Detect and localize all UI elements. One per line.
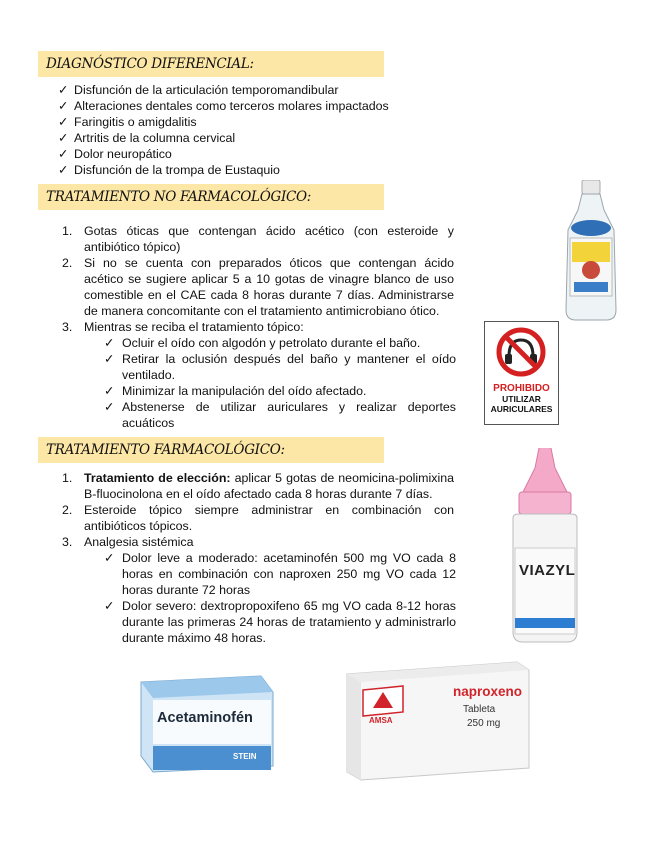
item-number: 3. (62, 535, 73, 549)
item-text: Mientras se reciba el tratamiento tópico: (84, 320, 304, 334)
check-icon: ✓ (58, 163, 69, 177)
sub-item-text: Dolor severo: dextropropoxifeno 65 mg VO cada 8-12 horas durante las primeras 24 horas de tratamiento y administrarlo durante máximo 48 horas. (122, 599, 456, 645)
item-text: Esteroide tópico siempre administrar en combinación con antibióticos tópicos. (84, 503, 454, 533)
item-number: 3. (62, 320, 73, 334)
list-item (58, 146, 172, 162)
acetaminofen-label: Acetaminofén (157, 710, 253, 726)
list-item (58, 114, 197, 130)
naproxeno-brand: AMSA (369, 716, 393, 725)
check-icon: ✓ (58, 99, 69, 113)
list-item-text: Alteraciones dentales como terceros molares impactados (74, 99, 389, 113)
naproxeno-form: Tableta (463, 704, 496, 715)
sub-item-text: Ocluir el oído con algodón y petrolato durante el baño. (122, 336, 421, 350)
item-text: Analgesia sistémica (84, 535, 194, 549)
sign-text-utilizar: UTILIZAR (502, 394, 541, 404)
sub-item (104, 383, 456, 399)
sub-item (104, 399, 456, 431)
sub-item (104, 351, 456, 383)
naproxeno-label: naproxeno (453, 684, 523, 699)
numbered-item (62, 223, 454, 255)
list-item (58, 162, 280, 178)
sub-item-text: Abstenerse de utilizar auriculares y realizar deportes acuáticos (122, 400, 456, 430)
item-number: 1. (62, 471, 73, 485)
sign-text-prohibido: PROHIBIDO (493, 383, 550, 394)
section-title-no-farmacologico: TRATAMIENTO NO FARMACOLÓGICO: (38, 184, 384, 210)
check-icon: ✓ (58, 147, 69, 161)
item-text: Si no se cuenta con preparados óticos que contengan ácido acético se sugiere aplicar 5 a 10 gotas de vinagre blanco de uso comestible en el CAE cada 8 horas durante 7 días. Administrarse de manera concomitante con el tratamiento antimicrobiano ótico. (84, 256, 454, 318)
item-text: aplicar 5 gotas de neomicina-polimixina B-fluocinolona en el oído afectado cada 8 horas durante 7 días. (84, 471, 454, 501)
list-item (58, 82, 338, 98)
sub-item-text: Minimizar la manipulación del oído afectado. (122, 384, 367, 398)
numbered-item (62, 255, 454, 319)
item-text: Gotas óticas que contengan ácido acético (con esteroide y antibiótico tópico) (84, 224, 454, 254)
list-item (58, 130, 235, 146)
sub-item-text: Dolor leve a moderado: acetaminofén 500 mg VO cada 8 horas en combinación con naproxen 250 mg VO cada 12 horas durante 72 horas (122, 551, 456, 597)
list-item-text: Disfunción de la articulación temporomandibular (74, 83, 339, 97)
numbered-item (62, 502, 454, 534)
item-bold-label: Tratamiento de elección: (84, 471, 231, 485)
list-item-text: Disfunción de la trompa de Eustaquio (74, 163, 280, 177)
acetaminofen-box-image (133, 672, 278, 774)
check-icon: ✓ (58, 115, 69, 129)
sign-text-auriculares: AURICULARES (490, 404, 553, 414)
section-title-farmacologico: TRATAMIENTO FARMACOLÓGICO: (38, 437, 384, 463)
check-icon: ✓ (104, 336, 115, 350)
check-icon: ✓ (58, 131, 69, 145)
vinegar-bottle-image (560, 180, 622, 322)
numbered-item (62, 319, 454, 335)
list-item-text: Faringitis o amigdalitis (74, 115, 197, 129)
check-icon: ✓ (104, 551, 115, 565)
check-icon: ✓ (58, 83, 69, 97)
list-item-text: Dolor neuropático (74, 147, 172, 161)
section-title-diagnostico: DIAGNÓSTICO DIFERENCIAL: (38, 51, 384, 77)
item-number: 2. (62, 503, 73, 517)
check-icon: ✓ (104, 352, 115, 366)
sub-item-text: Retirar la oclusión después del baño y mantener el oído ventilado. (122, 352, 456, 382)
sub-item (104, 550, 456, 598)
no-headphones-icon (485, 322, 558, 380)
list-item-text: Artritis de la columna cervical (74, 131, 236, 145)
item-number: 2. (62, 256, 73, 270)
item-number: 1. (62, 224, 73, 238)
viazyl-dropper-bottle-image (505, 448, 585, 644)
check-icon: ✓ (104, 400, 115, 414)
numbered-item (62, 470, 454, 502)
check-icon: ✓ (104, 599, 115, 613)
list-item (58, 98, 389, 114)
naproxeno-dose: 250 mg (467, 718, 501, 729)
sub-item (104, 335, 456, 351)
prohibited-headphones-sign (484, 321, 559, 425)
naproxeno-box-image (333, 660, 531, 782)
check-icon: ✓ (104, 384, 115, 398)
numbered-item (62, 534, 454, 550)
acetaminofen-brand: STEIN (233, 752, 257, 761)
sub-item (104, 598, 456, 646)
viazyl-label: VIAZYL (519, 562, 576, 579)
